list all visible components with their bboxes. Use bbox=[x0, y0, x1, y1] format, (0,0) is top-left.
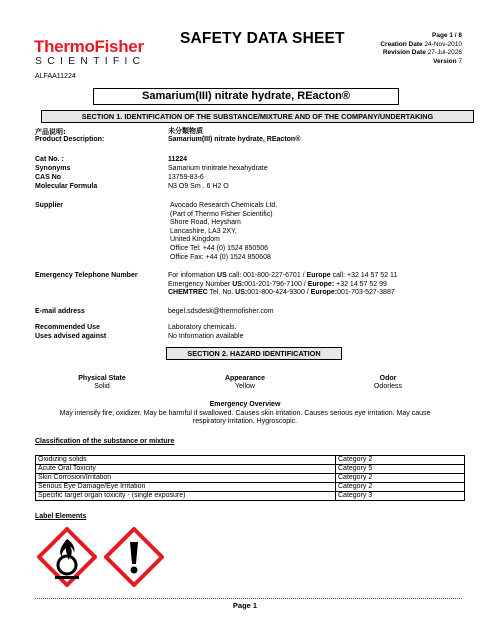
cat-no: 11224 bbox=[168, 156, 188, 163]
supplier-line: Avocado Research Chemicals Ltd. bbox=[170, 202, 278, 209]
supplier-line: Lancashire, LA3 2XY, bbox=[170, 227, 237, 235]
uses-advised-against-label: Uses advised against bbox=[35, 333, 107, 340]
product-description-label: Product Description: bbox=[35, 136, 105, 143]
emergency-region: US bbox=[217, 272, 227, 279]
emergency-overview-text: respiratory irritation. Hygroscopic. bbox=[192, 418, 298, 425]
classification-title: Classification of the substance or mixture bbox=[35, 438, 175, 445]
emergency-text: call: +32 14 57 52 11 bbox=[330, 272, 398, 279]
section-2-heading: SECTION 2. HAZARD IDENTIFICATION bbox=[166, 347, 342, 360]
table-row bbox=[36, 465, 465, 474]
emergency-overview-label: Emergency Overview bbox=[209, 401, 281, 408]
version-number: 7 bbox=[458, 57, 462, 65]
hazard-class: Acute Oral Toxicity bbox=[36, 465, 336, 474]
molecular-formula: N3 O9 Sm . 6 H2 O bbox=[168, 183, 229, 190]
emergency-overview-text: May intensify fire; oxidizer. May be harmful if swallowed. Causes skin irritation. Causes serious eye irritation. May cause bbox=[59, 409, 431, 417]
uses-advised-against: No Information available bbox=[168, 333, 244, 340]
emergency-region: US: bbox=[232, 280, 245, 288]
emergency-phone-info bbox=[168, 272, 397, 298]
version-label: Version bbox=[433, 57, 457, 65]
synonyms-label: Synonyms bbox=[35, 165, 71, 172]
supplier-label: Supplier bbox=[35, 202, 64, 209]
hazard-category: Category 3 bbox=[336, 492, 465, 501]
table-row bbox=[36, 483, 465, 492]
appearance: Yellow bbox=[235, 383, 255, 390]
emergency-phone-label: Emergency Telephone Number bbox=[35, 272, 138, 279]
cat-no-label: Cat No. : bbox=[35, 156, 64, 163]
table-row bbox=[36, 492, 465, 501]
hazard-class: Oxidizing solids bbox=[36, 456, 336, 465]
hazard-category: Category 2 bbox=[336, 483, 465, 492]
emergency-text: Tel. No. bbox=[207, 289, 236, 297]
emergency-text: 001-703-527-3887 bbox=[337, 289, 395, 297]
supplier-line: United Kingdom bbox=[170, 236, 220, 244]
hazard-category: Category 2 bbox=[336, 474, 465, 483]
emergency-region: Europe: bbox=[307, 280, 335, 288]
section-1-heading: SECTION 1. IDENTIFICATION OF THE SUBSTANCE/MIXTURE AND OF THE COMPANY/UNDERTAKING bbox=[41, 110, 474, 123]
supplier-line: (Part of Thermo Fisher Scientific) bbox=[170, 210, 273, 218]
emergency-text: 001-800-424-9300 / bbox=[247, 289, 311, 297]
logo-scientific: SCIENTIFIC bbox=[35, 55, 146, 67]
cas-no-label: CAS No bbox=[35, 174, 62, 181]
synonyms: Samarium trinitrate hexahydrate bbox=[168, 165, 268, 172]
emergency-region: US: bbox=[235, 289, 248, 297]
appearance-label: Appearance bbox=[224, 375, 266, 382]
hazard-category: Category 2 bbox=[336, 456, 465, 465]
product-title: Samarium(III) nitrate hydrate, REacton® bbox=[93, 88, 399, 105]
logo-thermofisher: ThermoFisher bbox=[34, 37, 144, 56]
hazard-class: Skin Corrosion/Irritation bbox=[36, 474, 336, 483]
product-description: Samarium(III) nitrate hydrate, REacton® bbox=[168, 136, 301, 143]
revision-date-label: Revision Date bbox=[382, 49, 426, 56]
cjk-value: 未分類物质 bbox=[168, 127, 203, 135]
hazard-class: Serious Eye Damage/Eye Irritation bbox=[36, 483, 336, 492]
exclamation-mark-icon bbox=[104, 527, 164, 587]
emergency-text: 001-201-796-7100 / bbox=[244, 280, 308, 288]
footer-page-number: Page 1 bbox=[232, 601, 258, 610]
email-address[interactable]: begel.sdsdesk@thermofisher.com bbox=[168, 308, 274, 315]
physical-state-label: Physical State bbox=[78, 375, 126, 382]
molecular-formula-label: Molecular Formula bbox=[35, 183, 98, 190]
revision-date: 27-Jul-2026 bbox=[427, 49, 462, 56]
cas-no: 13759-83-6 bbox=[168, 174, 204, 181]
hazard-class: Specific target organ toxicity - (single exposure) bbox=[36, 492, 336, 501]
document-id: ALFAA11224 bbox=[35, 73, 76, 80]
emergency-region: Europe: bbox=[310, 289, 338, 297]
table-row bbox=[36, 474, 465, 483]
emergency-region: Europe bbox=[306, 272, 331, 279]
odor-label: Odor bbox=[379, 375, 397, 382]
emergency-text: +32 14 57 52 99 bbox=[334, 280, 387, 288]
flame-over-circle-icon bbox=[37, 527, 97, 587]
emergency-text: call: 001-800-227-6701 / bbox=[226, 272, 307, 279]
recommended-use: Laboratory chemicals. bbox=[168, 324, 237, 331]
footer-divider bbox=[35, 598, 462, 599]
emergency-text: For information bbox=[168, 272, 218, 279]
supplier-line: Office Fax: +44 (0) 1524 850608 bbox=[170, 253, 271, 261]
creation-date-label: Creation Date bbox=[380, 40, 423, 48]
odor: Odorless bbox=[373, 383, 402, 390]
supplier-line: Office Tel: +44 (0) 1524 850506 bbox=[170, 244, 269, 252]
physical-state: Solid bbox=[94, 383, 110, 390]
supplier-line: Shore Road, Heysham bbox=[170, 219, 241, 227]
creation-date: 24-Nov-2010 bbox=[424, 40, 462, 48]
page-title: SAFETY DATA SHEET bbox=[180, 30, 345, 47]
document-meta bbox=[380, 32, 462, 66]
label-elements-title: Label Elements bbox=[35, 513, 87, 520]
emergency-region: CHEMTREC bbox=[168, 289, 208, 297]
emergency-overview bbox=[40, 401, 450, 427]
emergency-text: Emergency Number bbox=[168, 280, 233, 288]
hazard-category: Category 5 bbox=[336, 465, 465, 474]
page-number: Page 1 / 8 bbox=[432, 32, 462, 39]
supplier-address bbox=[170, 202, 277, 262]
email-label: E-mail address bbox=[35, 308, 85, 315]
classification-table bbox=[35, 455, 465, 501]
recommended-use-label: Recommended Use bbox=[35, 324, 100, 331]
table-row bbox=[36, 456, 465, 465]
cjk-label: 产品说明: bbox=[35, 128, 66, 136]
